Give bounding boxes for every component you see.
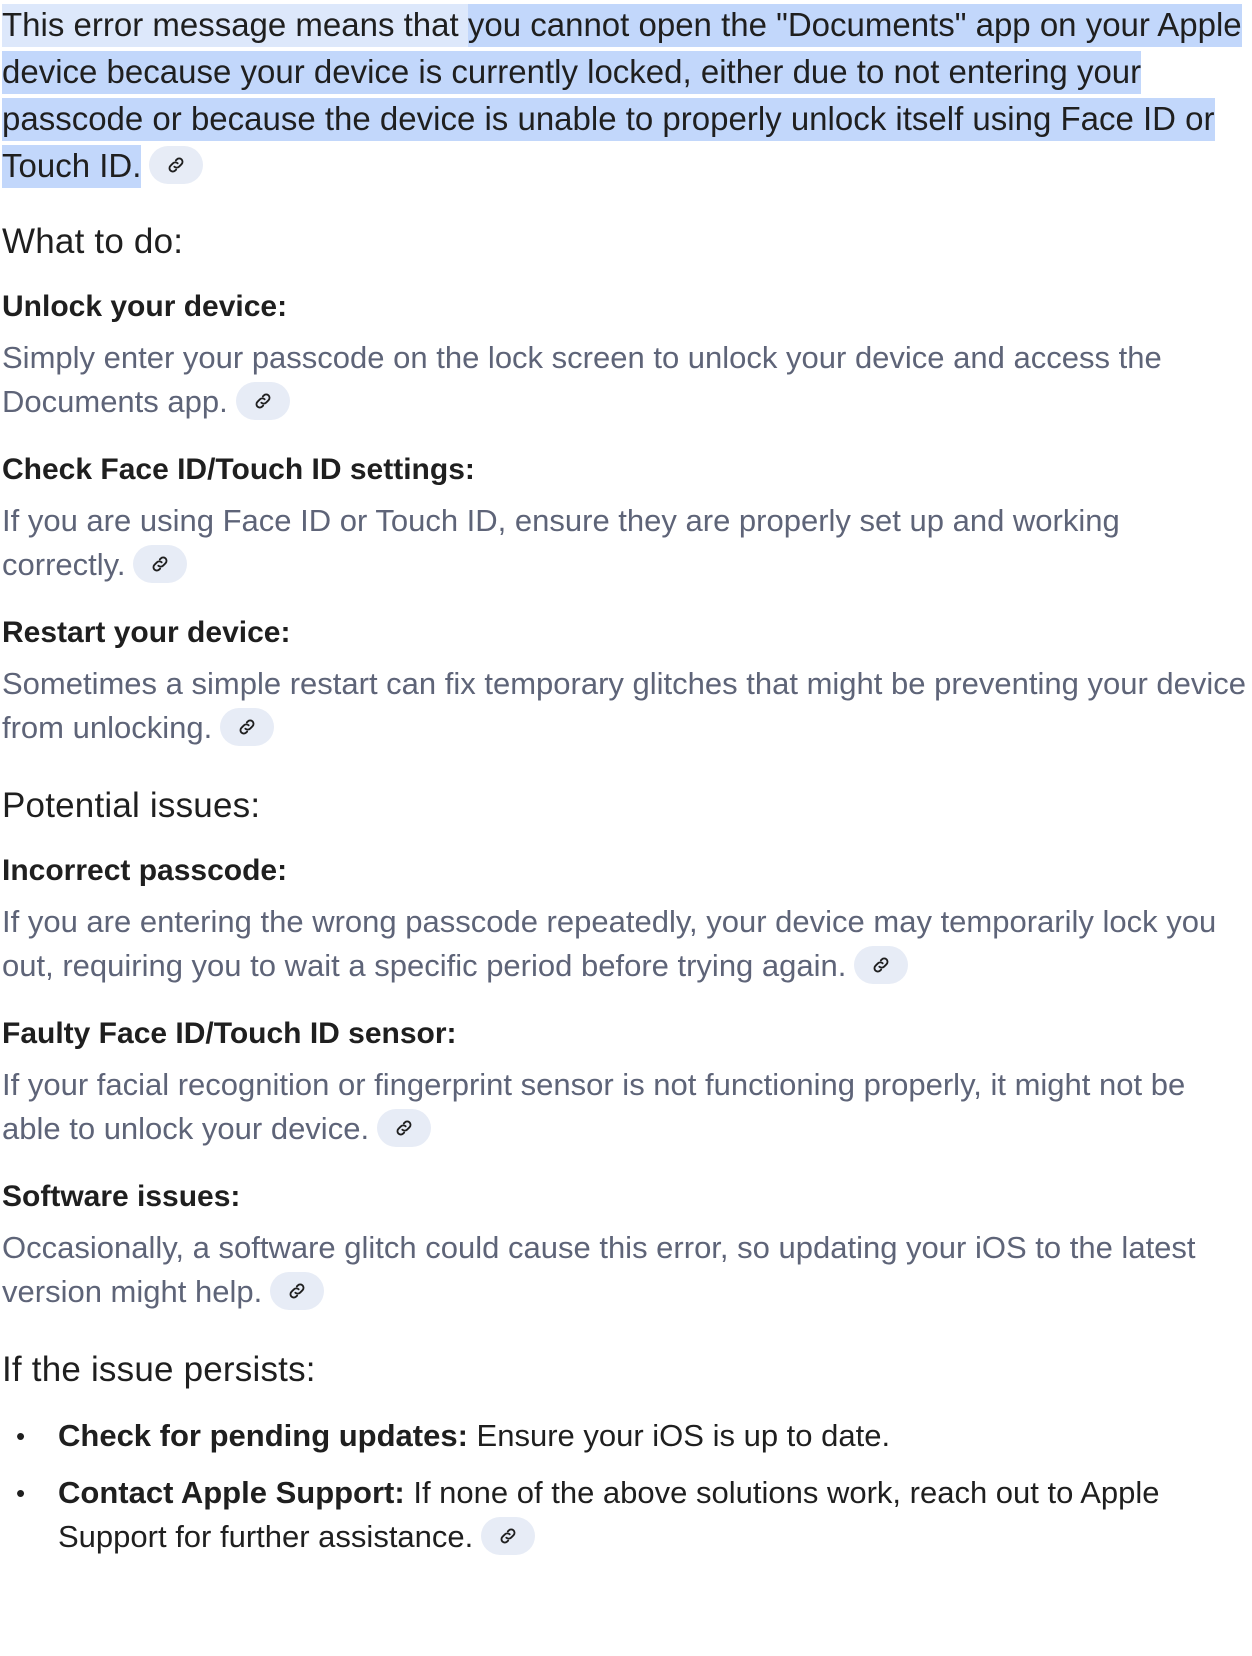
item-title-faulty-sensor: Faulty Face ID/Touch ID sensor: bbox=[2, 1017, 457, 1050]
link-icon bbox=[287, 1281, 307, 1301]
bullet-dot: • bbox=[16, 1478, 26, 1508]
bullet-text: Ensure your iOS is up to date. bbox=[467, 1418, 891, 1453]
item-body-restart: Sometimes a simple restart can fix temporary glitches that might be preventing your device from unlocking. bbox=[2, 666, 1246, 745]
bullet-dot: • bbox=[16, 1421, 26, 1451]
list-item bbox=[2, 1414, 1248, 1458]
item-title-unlock: Unlock your device: bbox=[2, 290, 288, 323]
item-title-software-issues: Software issues: bbox=[2, 1180, 241, 1213]
source-link-button[interactable] bbox=[377, 1109, 431, 1147]
persists-list bbox=[2, 1414, 1248, 1559]
item-body-incorrect-passcode: If you are entering the wrong passcode repeatedly, your device may temporarily lock you out, requiring you to wait a specific period before trying again. bbox=[2, 904, 1217, 983]
item-title-incorrect-passcode: Incorrect passcode: bbox=[2, 854, 288, 887]
what-to-do-heading: What to do: bbox=[2, 222, 184, 261]
item-body-software-issues: Occasionally, a software glitch could cause this error, so updating your iOS to the latest version might help. bbox=[2, 1230, 1196, 1309]
persists-heading: If the issue persists: bbox=[2, 1350, 316, 1389]
link-icon bbox=[394, 1118, 414, 1138]
link-icon bbox=[166, 155, 186, 175]
source-link-button[interactable] bbox=[133, 545, 187, 583]
intro-lead: This error message means that bbox=[2, 4, 468, 47]
intro-paragraph bbox=[2, 0, 1247, 189]
item-title-faceid-settings: Check Face ID/Touch ID settings: bbox=[2, 453, 475, 486]
list-item bbox=[2, 1471, 1248, 1559]
link-icon bbox=[871, 955, 891, 975]
potential-issues-heading: Potential issues: bbox=[2, 786, 261, 825]
bullet-bold-label: Contact Apple Support: bbox=[58, 1475, 405, 1510]
item-body-faceid-settings: If you are using Face ID or Touch ID, ensure they are properly set up and working correctly. bbox=[2, 503, 1120, 582]
bullet-text: If none of the above solutions work, reach out to Apple Support for further assistance. bbox=[58, 1475, 1160, 1554]
link-icon bbox=[498, 1526, 518, 1546]
intro-highlighted-text[interactable]: you cannot open the "Documents" app on your Apple device because your device is currently locked, either due to not entering your passcode or because the device is unable to properly unlock itself using Face ID or Touch ID bbox=[2, 4, 1242, 188]
link-icon bbox=[253, 391, 273, 411]
link-icon bbox=[150, 554, 170, 574]
item-body-faulty-sensor: If your facial recognition or fingerprint sensor is not functioning properly, it might not be able to unlock your device. bbox=[2, 1067, 1186, 1146]
bullet-bold-label: Check for pending updates: bbox=[58, 1418, 468, 1453]
intro-period: . bbox=[132, 145, 141, 188]
source-link-button[interactable] bbox=[481, 1517, 535, 1555]
source-link-button[interactable] bbox=[270, 1272, 324, 1310]
item-title-restart: Restart your device: bbox=[2, 616, 291, 649]
source-link-button[interactable] bbox=[236, 382, 290, 420]
item-body-unlock: Simply enter your passcode on the lock screen to unlock your device and access the Documents app. bbox=[2, 340, 1162, 419]
source-link-button[interactable] bbox=[854, 946, 908, 984]
source-link-button[interactable] bbox=[149, 146, 203, 184]
link-icon bbox=[237, 717, 257, 737]
source-link-button[interactable] bbox=[220, 708, 274, 746]
